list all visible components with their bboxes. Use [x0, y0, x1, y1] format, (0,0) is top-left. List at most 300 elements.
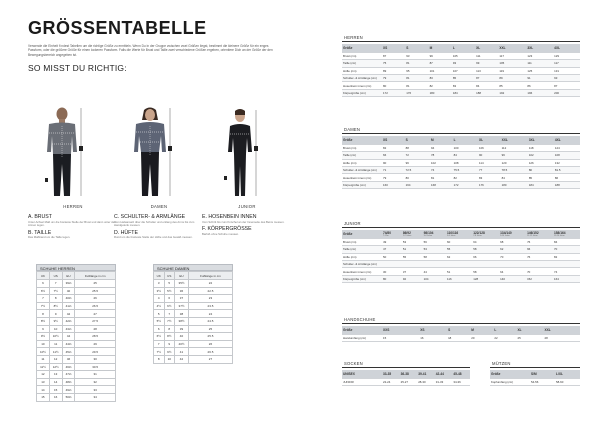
table-cell: 111: [475, 52, 498, 59]
table-row: [342, 89, 580, 96]
table-row: [37, 348, 116, 356]
table-row: [342, 334, 580, 341]
section-title: HANDSCHUHE: [342, 316, 580, 324]
table-cell: 26.5: [188, 348, 232, 356]
table-cell: 188: [475, 89, 498, 96]
table-cell: 113: [475, 67, 498, 74]
table-cell: 7½: [49, 287, 62, 295]
table-cell: 8: [37, 310, 50, 318]
table-cell: 76: [526, 238, 553, 245]
table-cell: [446, 261, 472, 268]
table-header-cell: XL: [475, 44, 498, 52]
table-row: [342, 268, 580, 275]
table-row: [37, 325, 116, 333]
table-cell: 11: [49, 340, 62, 348]
table-cell: [526, 261, 553, 268]
table-cell: 80: [382, 82, 405, 89]
table-row: [37, 333, 116, 341]
table-cell: 64: [499, 268, 526, 275]
table-cell: 24: [188, 310, 232, 318]
table-cell: Körpergröße (cm): [342, 181, 382, 188]
table-cell: 8: [49, 295, 62, 303]
table-row: [37, 386, 116, 394]
table-header-cell: Größe: [342, 136, 382, 144]
table-cell: 44: [62, 333, 75, 341]
table-cell: 9: [49, 310, 62, 318]
table-cell: 10½: [37, 348, 50, 356]
table-row: [37, 363, 116, 371]
table-cell: 164: [405, 181, 430, 188]
table-cell: 72: [405, 152, 430, 159]
table-cell: 80: [528, 167, 554, 174]
table-cell: 90: [382, 159, 405, 166]
table-cell: 5½: [154, 317, 165, 325]
socken-section: [342, 360, 470, 386]
table-cell: 8½: [49, 302, 62, 310]
table-cell: Taille (cm): [342, 246, 382, 253]
table-cell: 60: [446, 238, 472, 245]
measure-desc: Rund um die breiteste Stelle der Hüfte und das Gesäß messen.: [114, 235, 193, 240]
table-cell: 96: [501, 152, 528, 159]
table-header-cell: 3XL: [526, 44, 553, 52]
age-range: 9-10 Jahre: [500, 234, 510, 237]
table-header-cell: UNISEX: [342, 370, 382, 378]
table-cell: [402, 261, 423, 268]
table-cell: 80: [382, 275, 402, 282]
table-cell: 9: [164, 340, 175, 348]
table-cell: 7: [37, 295, 50, 303]
table-cell: 26: [75, 295, 116, 303]
table-row: [342, 144, 580, 151]
table-cell: 11½: [37, 363, 50, 371]
table-cell: 152: [526, 275, 553, 282]
table-cell: 105: [498, 60, 526, 67]
table-cell: 13: [37, 378, 50, 386]
table-cell: 64: [472, 238, 499, 245]
table-header-cell: 74/80 7-12m: [382, 230, 402, 238]
table-cell: 58: [423, 253, 446, 260]
table-cell: 99: [429, 52, 452, 59]
figure-women: [126, 106, 176, 198]
figure-junior: [218, 106, 264, 198]
table-cell: 123: [526, 52, 553, 59]
table-row: [154, 295, 233, 303]
table-cell: 39⅓: [62, 280, 75, 288]
table-cell: 184: [452, 89, 475, 96]
table-cell: 180: [501, 181, 528, 188]
table-cell: Kopfumfang (cm): [490, 378, 530, 385]
figure-label-junior: JUNIOR: [238, 204, 256, 209]
table-cell: 111: [526, 60, 553, 67]
table-row: [154, 340, 233, 348]
table-cell: 37½: [175, 302, 189, 310]
table-cell: 26.5: [75, 302, 116, 310]
table-header-cell: 146/152 11-12 Jahre: [526, 230, 553, 238]
table-row: [37, 355, 116, 363]
table-cell: 79: [382, 174, 405, 181]
table-cell: 42: [62, 310, 75, 318]
table-header-cell: 98/104 3-4 Jahre: [423, 230, 446, 238]
table-cell: 55: [402, 253, 423, 260]
table-cell: 40: [175, 333, 189, 341]
table-row: [342, 261, 580, 268]
table-cell: 16: [419, 334, 447, 341]
table-row: [342, 174, 580, 181]
table-cell: 25: [517, 334, 544, 341]
table-header-cell: 42-44: [435, 370, 453, 378]
table-header-cell: XXL: [501, 136, 528, 144]
table-cell: Brust (cm): [342, 52, 382, 59]
table-row: [342, 275, 580, 282]
table-row: [37, 340, 116, 348]
table-cell: 48⅔: [62, 378, 75, 386]
table-cell: 45⅓: [62, 348, 75, 356]
table-cell: 24.5: [188, 317, 232, 325]
table-cell: 81: [405, 60, 428, 67]
table-cell: 9½: [37, 333, 50, 341]
table-header-cell: M: [429, 44, 452, 52]
table-cell: 28: [544, 334, 580, 341]
measure-title: E. HOSENBEIN INNEN: [202, 214, 257, 220]
table-row: [342, 75, 580, 82]
table-cell: 58: [472, 268, 499, 275]
table-row: [154, 287, 233, 295]
table-cell: 22: [188, 280, 232, 288]
table-header-row: [342, 230, 580, 238]
table-cell: Hosenbein innen (cm): [342, 174, 382, 181]
table-cell: 8½: [37, 317, 50, 325]
table-row: [490, 378, 580, 385]
table-cell: 108: [554, 152, 580, 159]
table-cell: 25: [75, 280, 116, 288]
table-cell: 46⅔: [62, 363, 75, 371]
age-range: 13-14 Jahre: [554, 234, 565, 237]
table-cell: 71: [382, 167, 405, 174]
table-cell: 3: [154, 280, 165, 288]
table-cell: 100: [453, 144, 478, 151]
table-cell: 6: [37, 280, 50, 288]
table-cell: 82: [553, 253, 580, 260]
table-cell: 87: [475, 75, 498, 82]
table-cell: 12: [49, 355, 62, 363]
table-row: [154, 325, 233, 333]
table-header-cell: XL: [517, 326, 544, 334]
table-cell: 25.5: [75, 287, 116, 295]
table-row: [37, 378, 116, 386]
table-cell: 172: [453, 181, 478, 188]
table-cell: Schulter- & Armlänge (cm): [342, 75, 382, 82]
table-cell: 131: [553, 67, 580, 74]
table-caption: SCHUHE HERREN: [36, 264, 116, 271]
table-header-row: [154, 272, 233, 280]
table-header-cell: EU: [175, 272, 189, 280]
table-header-cell: XXL: [498, 44, 526, 52]
table-cell: 11½: [49, 348, 62, 356]
table-cell: 119: [498, 67, 526, 74]
table-header-row: [342, 136, 580, 144]
table-cell: 87: [429, 60, 452, 67]
table-header-cell: L/XL: [555, 370, 580, 378]
table-cell: 49: [382, 238, 402, 245]
table-cell: 87: [553, 82, 580, 89]
table-cell: 7½: [164, 317, 175, 325]
table-cell: 9½: [49, 317, 62, 325]
table-cell: 118: [528, 144, 554, 151]
table-cell: 43⅓: [62, 325, 75, 333]
table-cell: 29.5: [75, 348, 116, 356]
table-row: [154, 317, 233, 325]
table-cell: 86: [526, 82, 553, 89]
table-cell: 6½: [154, 333, 165, 341]
table-header-cell: Fußlänge in cm: [75, 272, 116, 280]
muetzen-section: [490, 360, 580, 386]
table-cell: 11: [37, 355, 50, 363]
table-header-cell: 110/116 5-6 Jahre: [446, 230, 472, 238]
table-cell: 70: [526, 268, 553, 275]
table-header-cell: XXL: [544, 326, 580, 334]
table-cell: 37: [175, 295, 189, 303]
table-cell: 30: [382, 268, 402, 275]
table-cell: 74: [553, 268, 580, 275]
table-cell: 37: [402, 268, 423, 275]
table-cell: 84: [553, 238, 580, 245]
table-cell: [499, 261, 526, 268]
table-row: [342, 52, 580, 59]
table-cell: 27.5: [75, 317, 116, 325]
table-cell: 13: [49, 371, 62, 379]
table-cell: 23.5: [188, 302, 232, 310]
table-row: [37, 280, 116, 288]
table-row: [342, 67, 580, 74]
table-row: [342, 378, 470, 385]
table-row: [37, 371, 116, 379]
table-cell: 192: [498, 89, 526, 96]
table-cell: Taille (cm): [342, 60, 382, 67]
table-cell: 85: [498, 82, 526, 89]
table-header-cell: Größe: [342, 44, 382, 52]
age-range: 11-12 Jahre: [527, 234, 538, 237]
table-cell: 15: [37, 393, 50, 401]
table-cell: 91: [526, 75, 553, 82]
table-cell: 70: [553, 246, 580, 253]
table-cell: 102: [528, 152, 554, 159]
table-cell: 85: [528, 174, 554, 181]
table-cell: 58-60: [555, 378, 580, 385]
table-cell: 80: [405, 174, 430, 181]
table-cell: 9½: [164, 348, 175, 356]
table-cell: 12½: [49, 363, 62, 371]
table-cell: 184: [528, 181, 554, 188]
table-cell: 79: [382, 75, 405, 82]
table-cell: 5: [164, 280, 175, 288]
table-cell: 32: [75, 378, 116, 386]
table-cell: 15: [382, 334, 419, 341]
table-header-cell: Größe: [342, 230, 382, 238]
table-cell: 76: [526, 253, 553, 260]
table-cell: 105: [452, 52, 475, 59]
table-cell: 99: [475, 60, 498, 67]
table-cell: Handumfang (cm): [342, 334, 382, 341]
table-cell: 128: [472, 275, 499, 282]
table-cell: 75.5: [453, 167, 478, 174]
table-row: [37, 295, 116, 303]
table-cell: 40: [62, 287, 75, 295]
table-cell: 62: [499, 246, 526, 253]
table-header-cell: 122/128 7-8 Jahre: [472, 230, 499, 238]
damen-section: [342, 126, 580, 189]
table-cell: 51: [402, 246, 423, 253]
table-cell: 15: [49, 386, 62, 394]
table-cell: 200: [553, 89, 580, 96]
table-cell: 160: [382, 181, 405, 188]
table-cell: JUNIOR: [342, 378, 382, 385]
table-row: [342, 238, 580, 245]
table-cell: 31: [75, 371, 116, 379]
table-cell: 93: [405, 52, 428, 59]
table-cell: Hüfte (cm): [342, 159, 382, 166]
age-range: 5-6 Jahre: [447, 234, 456, 237]
table-cell: 112: [501, 144, 528, 151]
table-cell: Körpergröße (cm): [342, 275, 382, 282]
table-cell: 28-30: [417, 378, 435, 385]
section-title: DAMEN: [342, 126, 580, 134]
table-cell: 55: [446, 246, 472, 253]
table-header-cell: US: [164, 272, 175, 280]
table-cell: 27: [75, 310, 116, 318]
table-cell: Brust (cm): [342, 238, 382, 245]
table-cell: 117: [553, 60, 580, 67]
table-header-cell: S: [405, 44, 428, 52]
table-cell: 83: [452, 82, 475, 89]
table-cell: 7: [164, 310, 175, 318]
measure-desc: Vom Halsansatz über die Schulter und entlang des Arms bis zum Handgelenk messen.: [114, 219, 195, 228]
table-cell: Hüfte (cm): [342, 67, 382, 74]
table-cell: 102: [430, 159, 453, 166]
table-cell: 53: [423, 246, 446, 253]
table-cell: Schulter- & Armlänge (cm): [342, 167, 382, 174]
table-cell: 47: [382, 246, 402, 253]
table-header-cell: 36-38: [400, 370, 418, 378]
table-cell: 70: [499, 253, 526, 260]
table-header-cell: 158/164 13-14 Jahre: [553, 230, 580, 238]
figure-label-men: HERREN: [63, 204, 83, 209]
table-cell: [382, 261, 402, 268]
table-cell: 164: [553, 275, 580, 282]
table-cell: 25-27: [400, 378, 418, 385]
table-cell: 132: [554, 159, 580, 166]
table-cell: 78: [430, 152, 453, 159]
table-cell: 114: [478, 159, 501, 166]
table-cell: 188: [554, 181, 580, 188]
table-cell: 56: [423, 238, 446, 245]
shoe-men-table: [36, 264, 116, 402]
table-cell: 34-36: [452, 378, 470, 385]
table-cell: 85: [452, 75, 475, 82]
section-title: JUNIOR: [342, 220, 580, 228]
table-cell: 33: [75, 386, 116, 394]
table-cell: 96: [405, 159, 430, 166]
table-cell: 93: [452, 60, 475, 67]
table-cell: 172: [382, 89, 405, 96]
table-cell: 78.5: [501, 167, 528, 174]
table-cell: 16: [49, 393, 62, 401]
table-cell: 82: [453, 174, 478, 181]
table-cell: 72.5: [405, 167, 430, 174]
figure-label-women: DAMEN: [150, 204, 168, 209]
measure-desc: Das Maßband um die Taille legen.: [28, 235, 71, 240]
table-row: [37, 310, 116, 318]
table-cell: 6: [164, 295, 175, 303]
table-cell: 14: [37, 386, 50, 394]
table-cell: 84: [501, 174, 528, 181]
table-cell: 7½: [154, 348, 165, 356]
table-cell: 26: [188, 340, 232, 348]
table-cell: 176: [478, 181, 501, 188]
table-cell: 42: [175, 355, 189, 363]
table-row: [154, 280, 233, 288]
table-cell: 196: [526, 89, 553, 96]
table-row: [37, 302, 116, 310]
table-header-cell: L: [452, 44, 475, 52]
table-cell: 6½: [164, 302, 175, 310]
table-row: [342, 82, 580, 89]
table-header-cell: XS: [419, 326, 447, 334]
table-cell: 8: [164, 325, 175, 333]
handschuhe-section: [342, 316, 580, 342]
age-range: 1-2 Jahre: [402, 234, 412, 237]
table-cell: 10½: [49, 333, 62, 341]
table-header-cell: 4XL: [553, 44, 580, 52]
table-row: [342, 60, 580, 67]
section-title: MÜTZEN: [490, 360, 580, 368]
table-cell: 92: [402, 275, 423, 282]
table-cell: 53: [402, 238, 423, 245]
table-cell: 25: [188, 325, 232, 333]
table-cell: 68: [499, 238, 526, 245]
table-row: [154, 333, 233, 341]
table-cell: 82: [382, 144, 405, 151]
table-row: [342, 253, 580, 260]
table-cell: 40½: [175, 340, 189, 348]
table-cell: 36: [175, 287, 189, 295]
table-cell: 81: [430, 174, 453, 181]
table-cell: 168: [430, 181, 453, 188]
table-cell: 12: [37, 371, 50, 379]
table-cell: 38½: [175, 317, 189, 325]
intro-text: Verwende die Einheit fi ndest Tabellen um die richtige Größe zu ermitteln. Wenn Du in der Gruppe zwischen zwei Größen liegst, bestimmt die kleinere Größe für ein enges Passform, oder die größere Größe für einen lockeren Passform. Falls die Werte für Brust und Taille zwei verschiedene Größen ergeben, orientiere Dich an der Größe der den Bewegungsbereich angegeben ist.: [28, 44, 273, 57]
table-cell: Hosenbein innen (cm): [342, 268, 382, 275]
table-cell: 51: [446, 268, 472, 275]
measure-desc: Unter Achsel Maß um die breiteste Stelle der Brust und dann unter den Armen legen.: [28, 219, 116, 228]
table-cell: 84: [453, 152, 478, 159]
figures-area: [28, 106, 318, 201]
table-cell: 4½: [154, 302, 165, 310]
measure-title: C. SCHULTER- & ARMLÄNGE: [114, 214, 186, 220]
table-row: [154, 302, 233, 310]
table-header-cell: EU: [62, 272, 75, 280]
table-cell: 41⅓: [62, 302, 75, 310]
table-row: [154, 348, 233, 356]
table-cell: 10: [37, 340, 50, 348]
table-header-cell: XS: [382, 44, 405, 52]
table-cell: 84: [475, 82, 498, 89]
table-cell: 3½: [154, 287, 165, 295]
table-row: [342, 152, 580, 159]
table-cell: 125: [526, 67, 553, 74]
table-caption: SCHUHE DAMEN: [153, 264, 233, 271]
table-cell: 35½: [175, 280, 189, 288]
table-row: [154, 310, 233, 318]
